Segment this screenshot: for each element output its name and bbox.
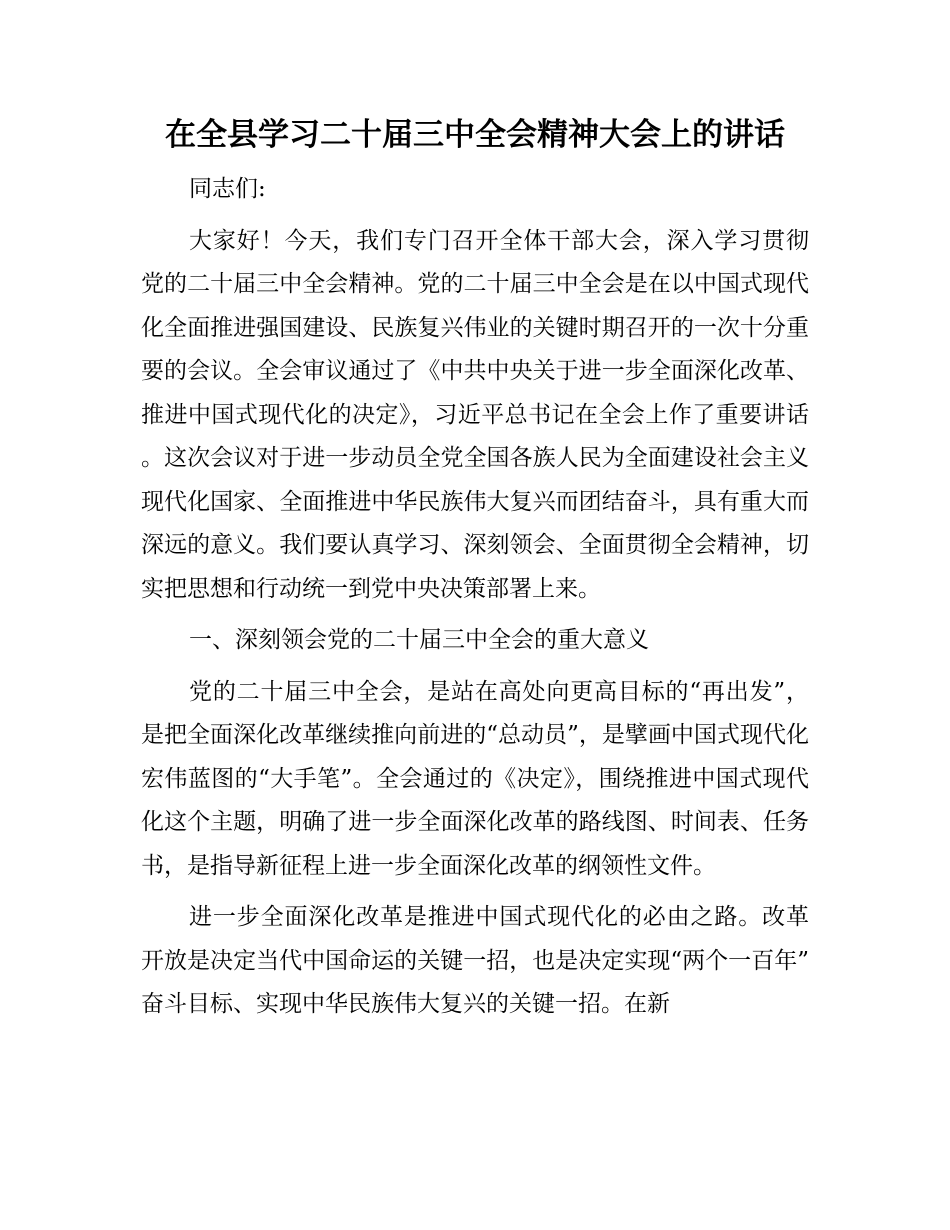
body-paragraph: 党的二十届三中全会，是站在高处向更高目标的“再出发”，是把全面深化改革继续推向前进的“总动员”，是擘画中国式现代化宏伟蓝图的“大手笔”。全会通过的《决定》，围绕推进中国式现代化这个主题，明确了进一步全面深化改革的路线图、时间表、任务书，是指导新征程上进一步全面深化改革的纲领性文件。: [141, 678, 809, 879]
page-title: 在全县学习二十届三中全会精神大会上的讲话: [165, 117, 785, 153]
document-body: [141, 168, 809, 1027]
opening-paragraph: 大家好！今天，我们专门召开全体干部大会，深入学习贯彻党的二十届三中全会精神。党的二十届三中全会是在以中国式现代化全面推进强国建设、民族复兴伟业的关键时期召开的一次十分重要的会议。全会审议通过了《中共中央关于进一步全面深化改革、推进中国式现代化的决定》，习近平总书记在全会上作了重要讲话。这次会议对于进一步动员全党全国各族人民为全面建设社会主义现代化国家、全面推进中华民族伟大复兴而团结奋斗，具有重大而深远的意义。我们要认真学习、深刻领会、全面贯彻全会精神，切实把思想和行动统一到党中央决策部署上来。: [141, 227, 809, 602]
body-paragraph: 进一步全面深化改革是推进中国式现代化的必由之路。改革开放是决定当代中国命运的关键一招，也是决定实现“两个一百年”奋斗目标、实现中华民族伟大复兴的关键一招。在新: [141, 904, 809, 1017]
section-heading: 一、深刻领会党的二十届三中全会的重大意义: [189, 627, 649, 653]
salutation-paragraph: 同志们:: [189, 176, 266, 202]
